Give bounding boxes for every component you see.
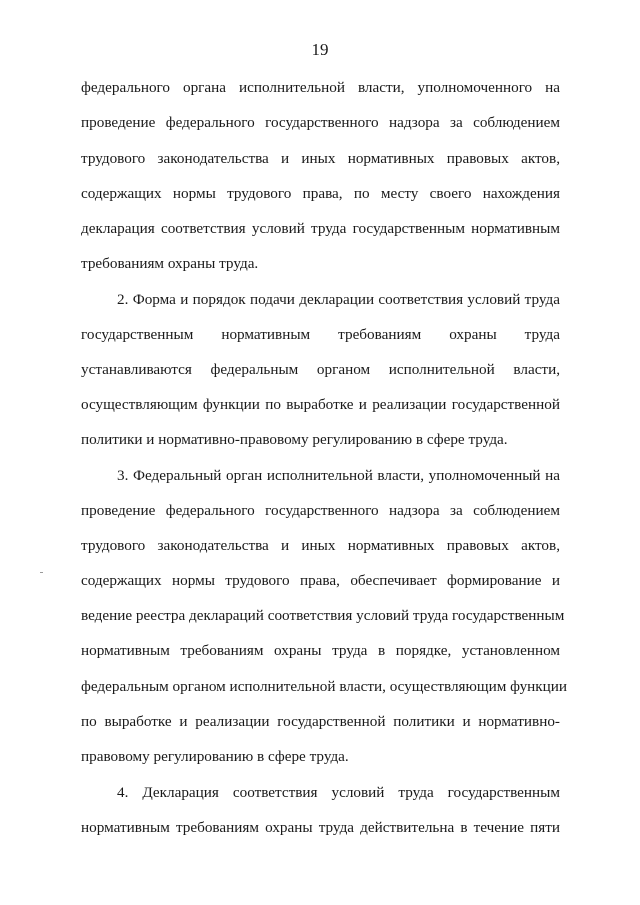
text-line: осуществляющим функции по выработке и реализации государственной (81, 396, 560, 413)
text-line: содержащих нормы трудового права, обеспечивает формирование и (81, 572, 560, 589)
text-line: федеральным органом исполнительной власти, осуществляющим функции (81, 678, 568, 695)
text-line: правовому регулированию в сфере труда. (81, 748, 349, 765)
paragraph-first-line: 3. Федеральный орган исполнительной власти, уполномоченный на (117, 467, 560, 484)
text-line: федерального органа исполнительной власти, уполномоченного на (81, 79, 560, 96)
paragraph-first-line: 2. Форма и порядок подачи декларации соответствия условий труда (117, 291, 560, 308)
text-line: декларация соответствия условий труда государственным нормативным (81, 220, 560, 237)
text-line: проведение федерального государственного надзора за соблюдением (81, 114, 560, 131)
text-line: проведение федерального государственного надзора за соблюдением (81, 502, 560, 519)
text-line: политики и нормативно-правовому регулированию в сфере труда. (81, 431, 508, 448)
text-line: трудового законодательства и иных нормативных правовых актов, (81, 150, 560, 167)
page-number: 19 (311, 40, 329, 59)
text-line: нормативным требованиям охраны труда в порядке, установленном (81, 642, 560, 659)
text-line: ведение реестра деклараций соответствия условий труда государственным (81, 607, 565, 624)
text-line: нормативным требованиям охраны труда действительна в течение пяти (81, 819, 560, 836)
margin-mark (40, 572, 43, 573)
text-line: устанавливаются федеральным органом исполнительной власти, (81, 361, 560, 378)
text-line: требованиям охраны труда. (81, 255, 259, 272)
text-line: трудового законодательства и иных нормативных правовых актов, (81, 537, 560, 554)
text-line: по выработке и реализации государственной политики и нормативно- (81, 713, 560, 730)
text-line: государственным нормативным требованиям охраны труда (81, 326, 560, 343)
paragraph-first-line: 4. Декларация соответствия условий труда государственным (117, 784, 560, 801)
text-line: содержащих нормы трудового права, по месту своего нахождения (81, 185, 560, 202)
